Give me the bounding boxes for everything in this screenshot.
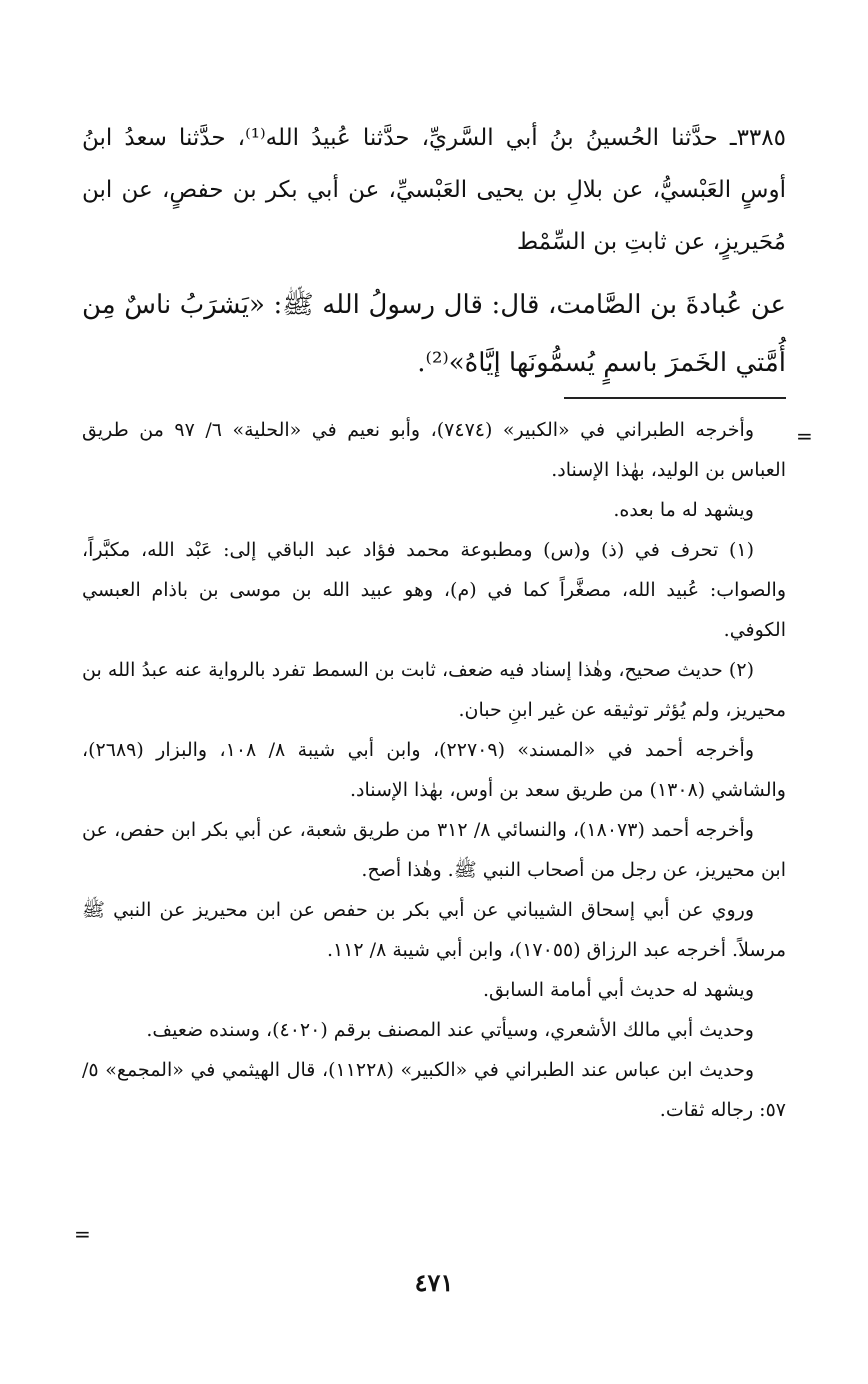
footnote-line: وروي عن أبي إسحاق الشيباني عن أبي بكر بن حفص عن ابن محيريز عن النبي ﷺ مرسلاً. أخرجه عبد الرزاق (١٧٠٥٥)، وابن أبي شيبة ٨/ ١١٢.: [82, 899, 786, 961]
footnote-2: (٢) حديث صحيح، وهٰذا إسناد فيه ضعف، ثابت بن السمط تفرد بالرواية عنه عبدُ الله بن محيريز، ولم يُؤثر توثيقه عن غير ابنِ حبان.: [82, 659, 786, 721]
continuation-mark-bottom: =: [74, 1222, 91, 1246]
footnote-line: وحديث ابن عباس عند الطبراني في «الكبير» (١١٢٢٨)، قال الهيثمي في «المجمع» ٥/ ٥٧: رجاله ثقات.: [82, 1059, 786, 1121]
footnote-separator: [564, 397, 786, 399]
footnote-line: وحديث أبي مالك الأشعري، وسيأتي عند المصنف برقم (٤٠٢٠)، وسنده ضعيف.: [146, 1019, 754, 1041]
footnote-line: وأخرجه أحمد في «المسند» (٢٢٧٠٩)، وابن أبي شيبة ٨/ ١٠٨، والبزار (٢٦٨٩)، والشاشي (١٣٠٨) من طريق سعد بن أوس، بهٰذا الإسناد.: [82, 739, 786, 801]
page-number: ٤٧١: [414, 1268, 454, 1297]
footnote-line: وأخرجه الطبراني في «الكبير» (٧٤٧٤)، وأبو نعيم في «الحلية» ٦/ ٩٧ من طريق العباس بن الوليد، بهٰذا الإسناد.: [82, 419, 786, 481]
hadith-matn: عن عُبادةَ بن الصَّامت، قال: قال رسولُ الله ﷺ: «يَشرَبُ ناسٌ مِن أُمَّتي الخَمرَ باسمٍ يُسمُّونَها إيَّاهُ»⁽²⁾.: [82, 290, 786, 378]
footnote-line: ويشهد له حديث أبي أمامة السابق.: [483, 979, 754, 1001]
continuation-mark-top: =: [796, 424, 813, 448]
footnote-line: وأخرجه أحمد (١٨٠٧٣)، والنسائي ٨/ ٣١٢ من طريق شعبة، عن أبي بكر ابن حفص، عن ابن محيريز، عن رجل من أصحاب النبي ﷺ. وهٰذا أصح.: [82, 819, 786, 881]
hadith-isnad: ٣٣٨٥ـ حدَّثنا الحُسينُ بنُ أبي السَّريِّ، حدَّثنا عُبيدُ الله⁽¹⁾، حدَّثنا سعدُ ابنُ أوسٍ العَبْسيُّ، عن بلالِ بن يحيى العَبْسيِّ، عن أبي بكر بن حفصٍ، عن ابن مُحَيريزٍ، عن ثابتِ بن السِّمْط: [82, 125, 786, 255]
footnote-line: ويشهد له ما بعده.: [613, 499, 754, 521]
footnotes: [82, 410, 786, 1130]
footnote-1: (١) تحرف في (ذ) و(س) ومطبوعة محمد فؤاد عبد الباقي إلى: عَبْد الله، مكبَّراً، والصواب: عُبيد الله، مصغَّراً كما في (م)، وهو عبيد الله بن موسى بن باذام العبسي الكوفي.: [82, 539, 786, 641]
hadith-text: [82, 112, 786, 392]
